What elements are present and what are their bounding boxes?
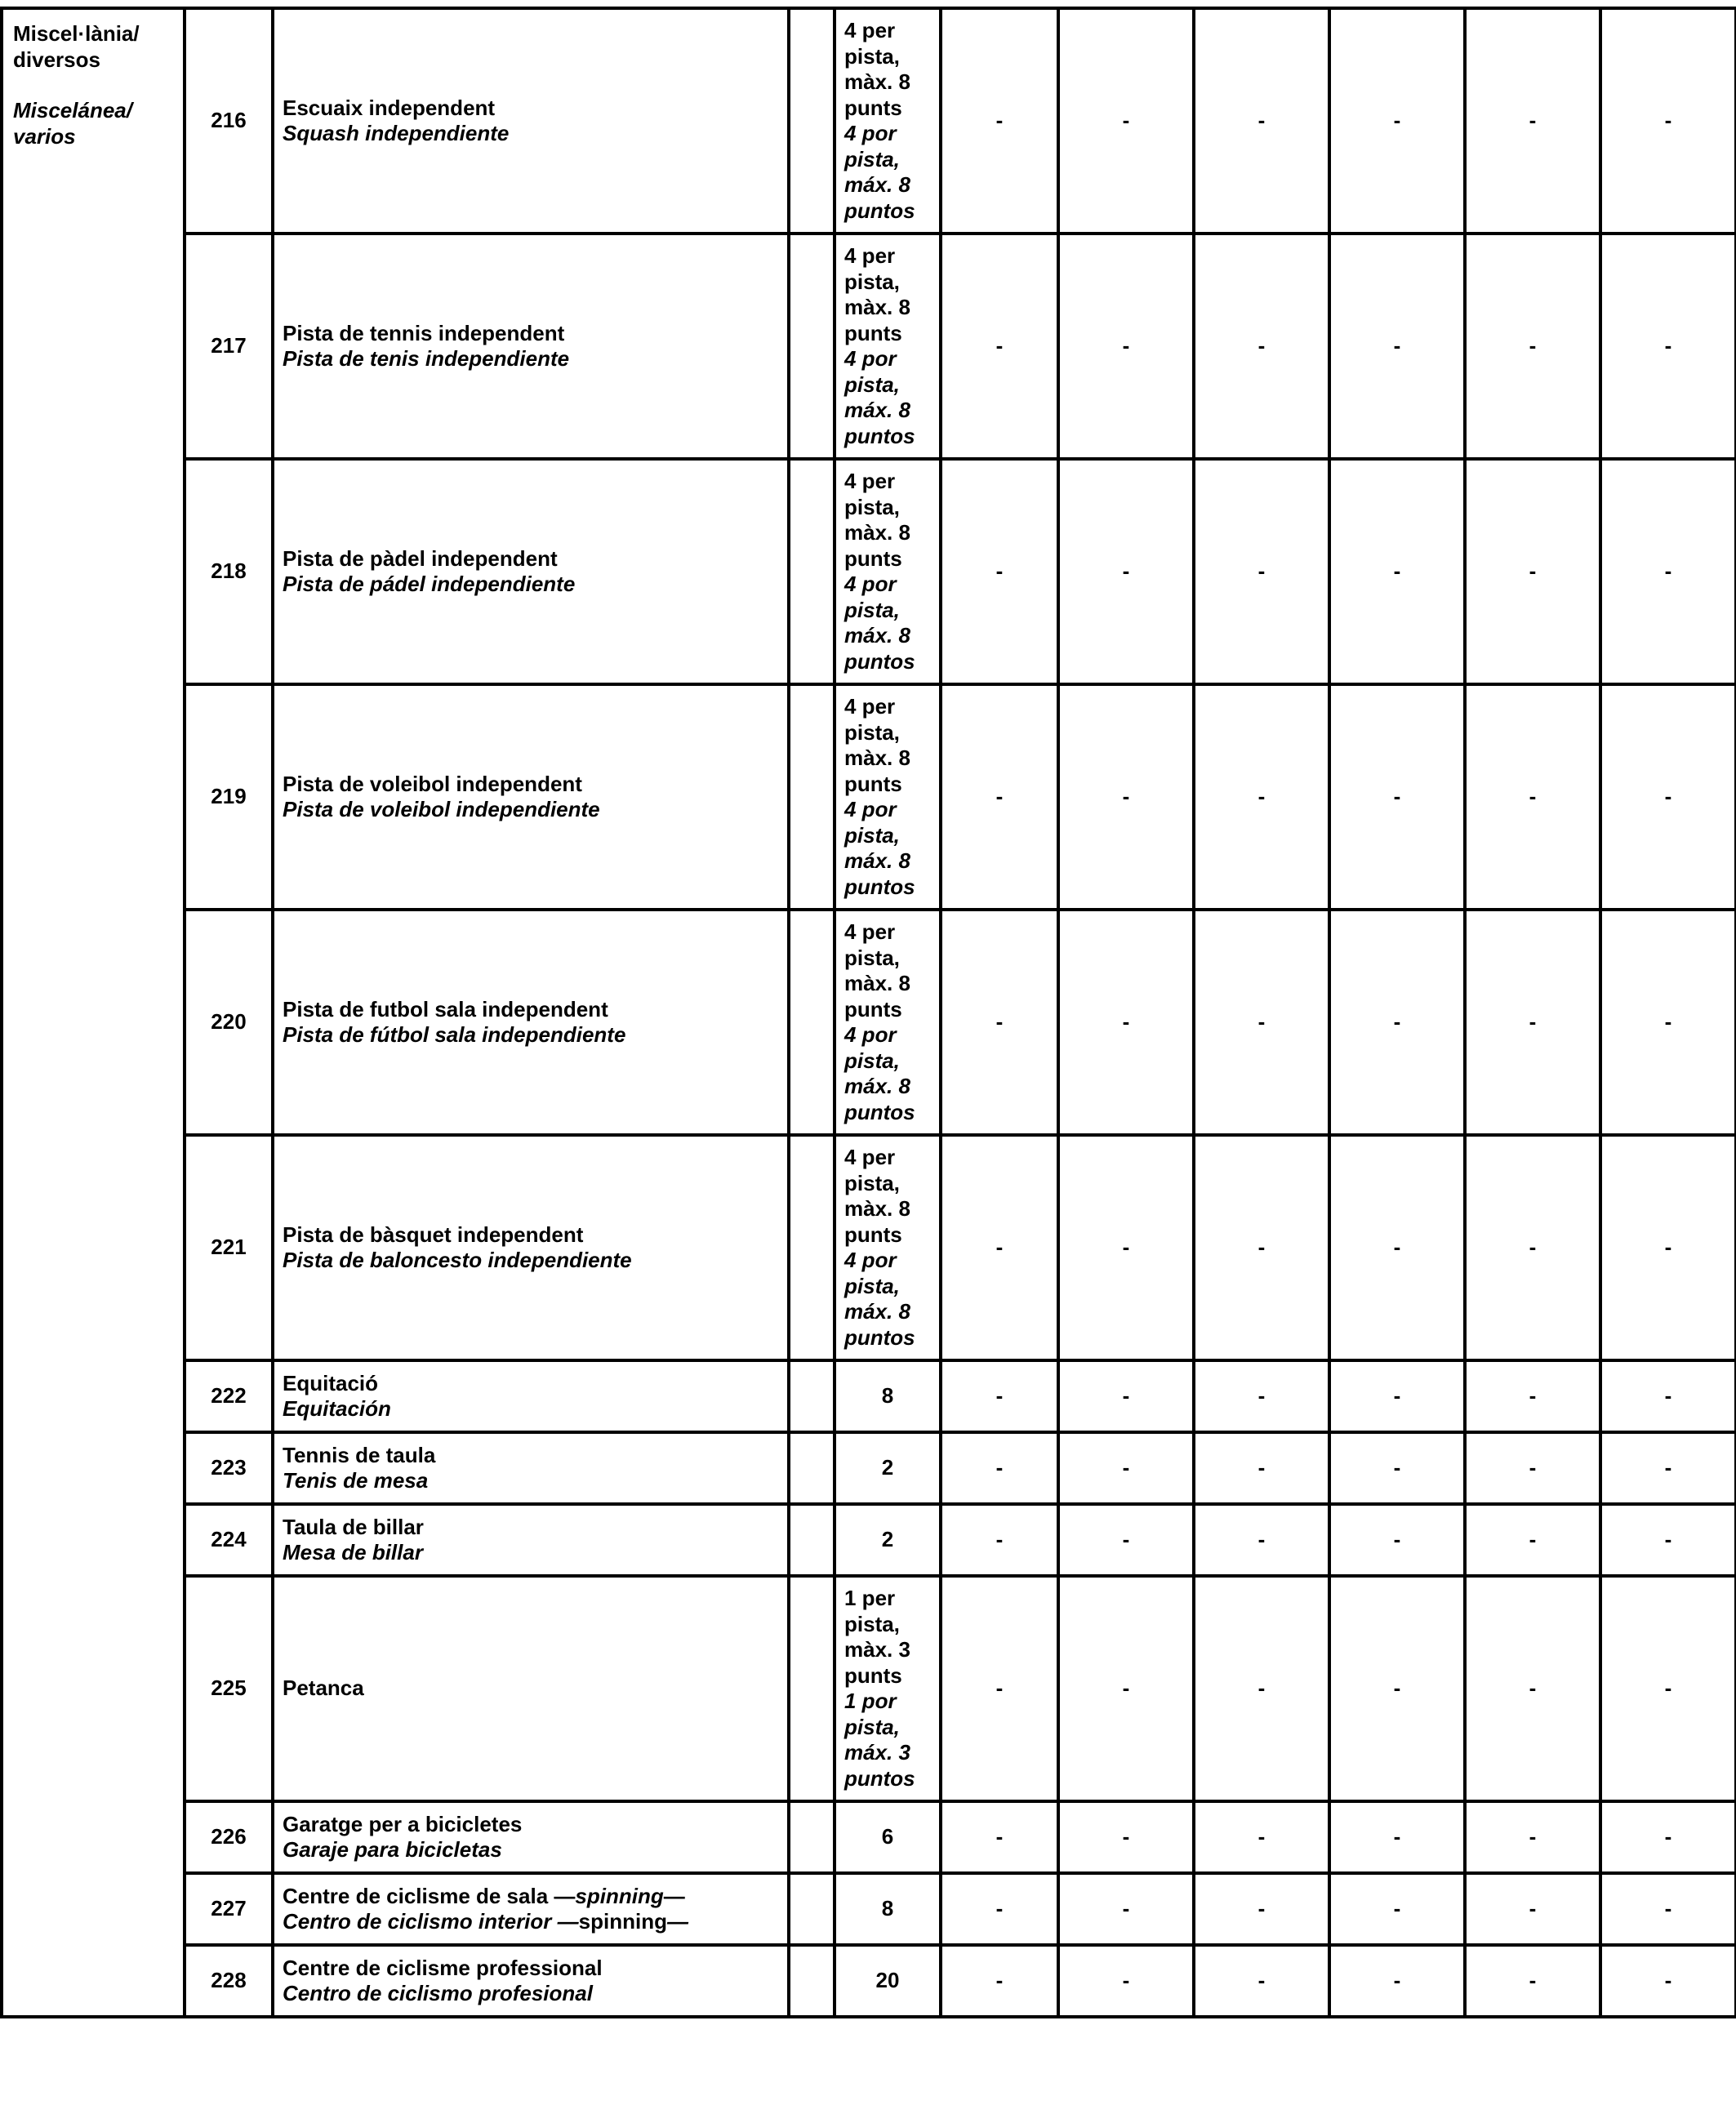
- description-cell: [273, 684, 789, 910]
- value-cell: -: [1329, 1504, 1465, 1576]
- value-cell: -: [1194, 1801, 1329, 1873]
- value-cell: -: [1058, 684, 1194, 910]
- value-cell: -: [1329, 8, 1465, 234]
- description-cell: [273, 1360, 789, 1432]
- value-cell: -: [1465, 234, 1600, 459]
- value-cell: -: [1329, 1432, 1465, 1504]
- points-es: 4 por pista, máx. 8 puntos: [844, 1022, 915, 1124]
- category-cell: [2, 8, 185, 2017]
- table-row: [2, 234, 1736, 459]
- value-cell: -: [1058, 1945, 1194, 2017]
- category-label-ca: Miscel·lània/ diversos: [13, 21, 140, 72]
- empty-cell: [789, 1504, 835, 1576]
- value-cell: -: [1600, 1576, 1736, 1801]
- value-cell: -: [1465, 8, 1600, 234]
- value-cell: -: [1058, 910, 1194, 1135]
- value-cell: -: [1329, 1576, 1465, 1801]
- empty-cell: [789, 1135, 835, 1360]
- description-es: Pista de baloncesto independiente: [283, 1248, 632, 1272]
- table-row: [2, 8, 1736, 234]
- value-cell: -: [1329, 234, 1465, 459]
- value-cell: -: [941, 1135, 1058, 1360]
- value-cell: -: [941, 1504, 1058, 1576]
- value-cell: -: [1058, 8, 1194, 234]
- description-ca: Pista de pàdel independent: [283, 545, 558, 571]
- value-cell: -: [1465, 1135, 1600, 1360]
- description-cell: [273, 1432, 789, 1504]
- value-cell: -: [941, 8, 1058, 234]
- description-es: Equitación: [283, 1396, 391, 1421]
- table-row: [2, 459, 1736, 684]
- value-cell: -: [1058, 1576, 1194, 1801]
- value-cell: -: [1058, 1801, 1194, 1873]
- points-ca: 4 per pista, màx. 8 punts: [844, 469, 910, 571]
- points-cell: 6: [835, 1801, 941, 1873]
- value-cell: -: [1329, 1360, 1465, 1432]
- points-cell: [835, 910, 941, 1135]
- description-ca-part: —: [663, 1883, 685, 1908]
- value-cell: -: [1329, 684, 1465, 910]
- empty-cell: [789, 1801, 835, 1873]
- value-cell: -: [941, 234, 1058, 459]
- points-cell: [835, 8, 941, 234]
- description-es-emphasis: spinning: [578, 1909, 667, 1934]
- description-cell: [273, 1576, 789, 1801]
- value-cell: -: [1058, 234, 1194, 459]
- points-cell: [835, 1576, 941, 1801]
- table-row: [2, 1873, 1736, 1945]
- row-number: 219: [185, 684, 273, 910]
- value-cell: -: [1600, 1360, 1736, 1432]
- description-ca: Escuaix independent: [283, 95, 496, 120]
- row-number: 226: [185, 1801, 273, 1873]
- value-cell: -: [1194, 910, 1329, 1135]
- empty-cell: [789, 1945, 835, 2017]
- description-ca: Petanca: [283, 1676, 364, 1701]
- empty-cell: [789, 1576, 835, 1801]
- value-cell: -: [1058, 1504, 1194, 1576]
- description-cell: [273, 234, 789, 459]
- description-ca: Pista de futbol sala independent: [283, 996, 608, 1021]
- description-es: Pista de voleibol independiente: [283, 797, 600, 821]
- value-cell: -: [941, 1576, 1058, 1801]
- value-cell: -: [1058, 1135, 1194, 1360]
- points-es: 4 por pista, máx. 8 puntos: [844, 572, 915, 674]
- empty-cell: [789, 8, 835, 234]
- table-row: [2, 1801, 1736, 1873]
- points-ca: 4 per pista, màx. 8 punts: [844, 243, 910, 345]
- value-cell: -: [1329, 459, 1465, 684]
- value-cell: -: [1465, 910, 1600, 1135]
- row-number: 223: [185, 1432, 273, 1504]
- table-row: [2, 1945, 1736, 2017]
- row-number: 228: [185, 1945, 273, 2017]
- description-es: [283, 1909, 781, 1935]
- points-cell: 8: [835, 1360, 941, 1432]
- points-ca: 1 per pista, màx. 3 punts: [844, 1586, 910, 1688]
- row-number: 221: [185, 1135, 273, 1360]
- value-cell: -: [1058, 459, 1194, 684]
- value-cell: -: [1465, 1576, 1600, 1801]
- table-row: [2, 1504, 1736, 1576]
- empty-cell: [789, 910, 835, 1135]
- value-cell: -: [1465, 1945, 1600, 2017]
- table-row: [2, 1576, 1736, 1801]
- row-number: 224: [185, 1504, 273, 1576]
- points-cell: [835, 1135, 941, 1360]
- table-row: [2, 1135, 1736, 1360]
- points-cell: [835, 459, 941, 684]
- description-cell: [273, 1504, 789, 1576]
- row-number: 220: [185, 910, 273, 1135]
- value-cell: -: [1329, 1945, 1465, 2017]
- description-ca: Pista de voleibol independent: [283, 771, 582, 796]
- value-cell: -: [1058, 1432, 1194, 1504]
- value-cell: -: [1194, 1432, 1329, 1504]
- empty-cell: [789, 684, 835, 910]
- table-row: [2, 910, 1736, 1135]
- points-ca: 4 per pista, màx. 8 punts: [844, 694, 910, 796]
- value-cell: -: [1600, 1801, 1736, 1873]
- value-cell: -: [1058, 1360, 1194, 1432]
- empty-cell: [789, 1873, 835, 1945]
- points-table: [0, 7, 1736, 2018]
- description-es: Mesa de billar: [283, 1540, 423, 1564]
- value-cell: -: [941, 1873, 1058, 1945]
- value-cell: -: [1194, 234, 1329, 459]
- value-cell: -: [1058, 1873, 1194, 1945]
- row-number: 217: [185, 234, 273, 459]
- value-cell: -: [1329, 910, 1465, 1135]
- description-ca: Tennis de taula: [283, 1442, 436, 1467]
- value-cell: -: [1600, 1504, 1736, 1576]
- value-cell: -: [941, 910, 1058, 1135]
- value-cell: -: [941, 1945, 1058, 2017]
- description-ca: Pista de bàsquet independent: [283, 1222, 584, 1247]
- value-cell: -: [1465, 1873, 1600, 1945]
- value-cell: -: [1329, 1135, 1465, 1360]
- table-row: [2, 1432, 1736, 1504]
- description-ca-part: Centre de ciclisme de sala —: [283, 1883, 576, 1908]
- description-ca: Centre de ciclisme professional: [283, 1955, 603, 1980]
- points-cell: 2: [835, 1504, 941, 1576]
- points-cell: [835, 234, 941, 459]
- description-es: Pista de pádel independiente: [283, 572, 576, 596]
- row-number: 218: [185, 459, 273, 684]
- value-cell: -: [1600, 234, 1736, 459]
- value-cell: -: [1194, 1945, 1329, 2017]
- description-es: Garaje para bicicletas: [283, 1837, 502, 1862]
- value-cell: -: [1194, 1873, 1329, 1945]
- value-cell: -: [1600, 1945, 1736, 2017]
- points-cell: [835, 684, 941, 910]
- table-row: [2, 1360, 1736, 1432]
- points-es: 4 por pista, máx. 8 puntos: [844, 121, 915, 223]
- value-cell: -: [1465, 1360, 1600, 1432]
- description-ca: Equitació: [283, 1370, 379, 1395]
- description-cell: [273, 1945, 789, 2017]
- value-cell: -: [1600, 1135, 1736, 1360]
- value-cell: -: [1194, 1504, 1329, 1576]
- description-cell: [273, 1873, 789, 1945]
- description-cell: [273, 1135, 789, 1360]
- value-cell: -: [1465, 1504, 1600, 1576]
- row-number: 227: [185, 1873, 273, 1945]
- value-cell: -: [1600, 1432, 1736, 1504]
- points-es: 4 por pista, máx. 8 puntos: [844, 346, 915, 448]
- empty-cell: [789, 459, 835, 684]
- value-cell: -: [941, 1360, 1058, 1432]
- empty-cell: [789, 1432, 835, 1504]
- value-cell: -: [1194, 459, 1329, 684]
- value-cell: -: [1465, 1432, 1600, 1504]
- value-cell: -: [1600, 910, 1736, 1135]
- row-number: 216: [185, 8, 273, 234]
- value-cell: -: [1329, 1873, 1465, 1945]
- row-number: 222: [185, 1360, 273, 1432]
- description-ca: Taula de billar: [283, 1514, 424, 1539]
- points-ca: 4 per pista, màx. 8 punts: [844, 919, 910, 1021]
- description-es-part: —: [666, 1909, 688, 1934]
- points-ca: 4 per pista, màx. 8 punts: [844, 1145, 910, 1247]
- value-cell: -: [1600, 684, 1736, 910]
- value-cell: -: [1329, 1801, 1465, 1873]
- value-cell: -: [1194, 1576, 1329, 1801]
- description-es: Pista de tenis independiente: [283, 346, 570, 371]
- value-cell: -: [1600, 8, 1736, 234]
- value-cell: -: [941, 1801, 1058, 1873]
- points-es: 1 por pista, máx. 3 puntos: [844, 1689, 915, 1791]
- points-es: 4 por pista, máx. 8 puntos: [844, 797, 915, 899]
- points-es: 4 por pista, máx. 8 puntos: [844, 1248, 915, 1350]
- value-cell: -: [1194, 1360, 1329, 1432]
- points-ca: 4 per pista, màx. 8 punts: [844, 18, 910, 120]
- points-cell: 2: [835, 1432, 941, 1504]
- description-ca: Pista de tennis independent: [283, 320, 565, 345]
- value-cell: -: [1600, 459, 1736, 684]
- category-label-es: Miscelánea/ varios: [13, 98, 132, 149]
- value-cell: -: [1465, 684, 1600, 910]
- description-cell: [273, 459, 789, 684]
- value-cell: -: [941, 1432, 1058, 1504]
- empty-cell: [789, 1360, 835, 1432]
- value-cell: -: [1194, 1135, 1329, 1360]
- description-cell: [273, 910, 789, 1135]
- description-ca-emphasis: spinning: [575, 1883, 664, 1908]
- value-cell: -: [1194, 684, 1329, 910]
- description-es: Centro de ciclismo profesional: [283, 1981, 593, 2005]
- value-cell: -: [1194, 8, 1329, 234]
- value-cell: -: [1465, 1801, 1600, 1873]
- empty-cell: [789, 234, 835, 459]
- description-ca: Garatge per a bicicletes: [283, 1811, 523, 1836]
- description-cell: [273, 8, 789, 234]
- points-cell: 20: [835, 1945, 941, 2017]
- description-es: Pista de fútbol sala independiente: [283, 1022, 626, 1047]
- description-es: Squash independiente: [283, 121, 510, 145]
- value-cell: -: [941, 459, 1058, 684]
- value-cell: -: [1465, 459, 1600, 684]
- table-row: [2, 684, 1736, 910]
- value-cell: -: [1600, 1873, 1736, 1945]
- row-number: 225: [185, 1576, 273, 1801]
- description-cell: [273, 1801, 789, 1873]
- description-es-part: Centro de ciclismo interior —: [283, 1909, 579, 1934]
- value-cell: -: [941, 684, 1058, 910]
- description-es: Tenis de mesa: [283, 1468, 429, 1493]
- points-cell: 8: [835, 1873, 941, 1945]
- description-ca: [283, 1884, 781, 1910]
